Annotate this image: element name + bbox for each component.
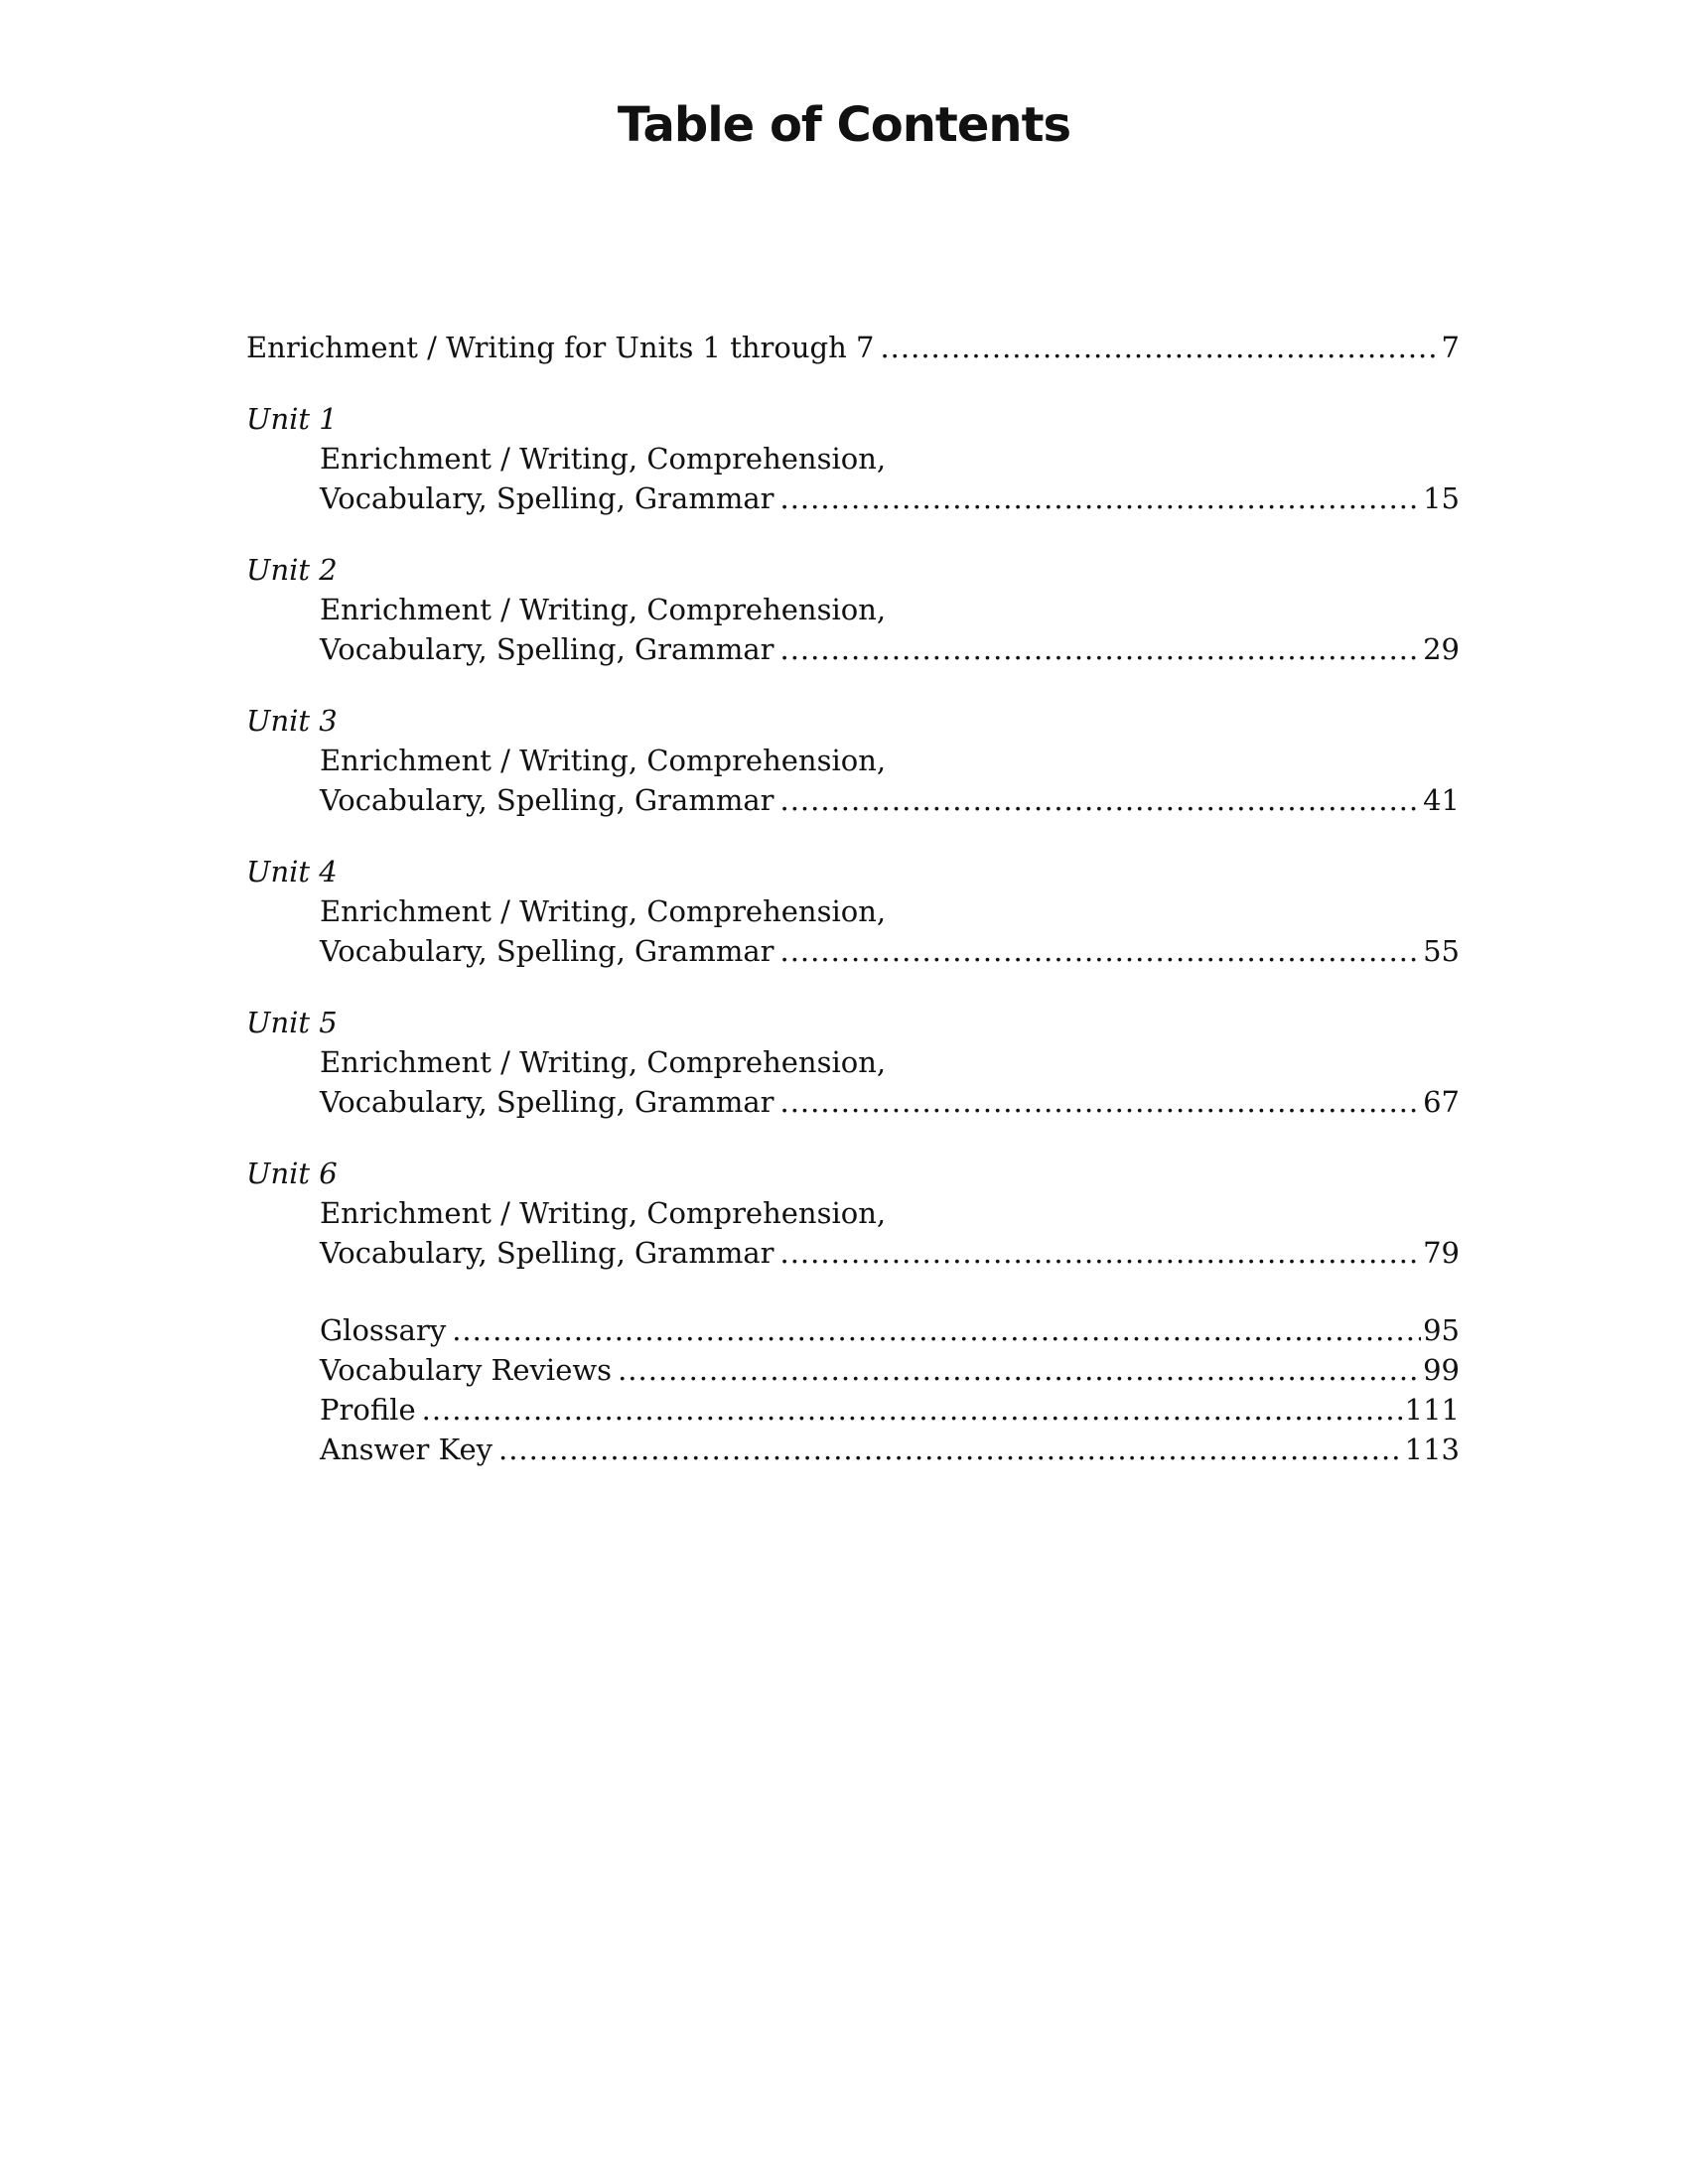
toc-entry-label: Vocabulary, Spelling, Grammar (320, 934, 774, 968)
page-title: Table of Contents (617, 97, 1071, 153)
toc-entry-unit-6[interactable] (246, 1233, 1460, 1273)
toc-entry-label: Answer Key (320, 1433, 492, 1466)
toc-entry-unit-2[interactable] (246, 629, 1460, 669)
toc-page-number: 99 (1423, 1353, 1460, 1387)
toc-entry-label: Vocabulary, Spelling, Grammar (320, 1236, 774, 1270)
back-matter-list (246, 1310, 1460, 1469)
unit-description: Enrichment / Writing, Comprehension, (320, 442, 887, 476)
toc-page-number: 15 (1423, 481, 1460, 515)
toc-entry-label: Vocabulary, Spelling, Grammar (320, 632, 774, 666)
unit-block-6 (246, 1154, 1460, 1273)
dot-leader (779, 1233, 1421, 1273)
unit-heading: Unit 3 (246, 704, 338, 738)
unit-heading: Unit 4 (246, 855, 338, 888)
toc-entry-label: Vocabulary, Spelling, Grammar (320, 783, 774, 817)
dot-leader (779, 629, 1421, 669)
toc-entry-vocabulary-reviews[interactable] (246, 1350, 1460, 1390)
toc-entry-answer-key[interactable] (246, 1430, 1460, 1469)
unit-heading: Unit 6 (246, 1157, 338, 1190)
toc-page-number: 113 (1404, 1433, 1460, 1466)
unit-heading: Unit 5 (246, 1006, 338, 1039)
unit-heading: Unit 2 (246, 553, 338, 587)
toc-page-number: 111 (1404, 1393, 1460, 1427)
toc-entry-glossary[interactable] (246, 1310, 1460, 1350)
dot-leader (498, 1430, 1403, 1469)
toc-page-number: 67 (1423, 1085, 1460, 1119)
unit-block-1 (246, 399, 1460, 518)
unit-description: Enrichment / Writing, Comprehension, (320, 894, 887, 928)
toc-entry-unit-5[interactable] (246, 1082, 1460, 1122)
toc-entry-label: Enrichment / Writing for Units 1 through 7 (246, 331, 875, 364)
toc-page-number: 29 (1423, 632, 1460, 666)
toc-entry-unit-1[interactable] (246, 478, 1460, 518)
unit-block-2 (246, 550, 1460, 669)
table-of-contents (246, 328, 1460, 1469)
unit-description: Enrichment / Writing, Comprehension, (320, 1045, 887, 1079)
dot-leader (452, 1310, 1421, 1350)
toc-page-number: 79 (1423, 1236, 1460, 1270)
toc-page-number: 55 (1423, 934, 1460, 968)
toc-entry-label: Glossary (320, 1313, 447, 1347)
toc-entry-profile[interactable] (246, 1390, 1460, 1430)
unit-description: Enrichment / Writing, Comprehension, (320, 744, 887, 777)
toc-entry-label: Profile (320, 1393, 416, 1427)
dot-leader (422, 1390, 1403, 1430)
dot-leader (618, 1350, 1421, 1390)
dot-leader (779, 931, 1421, 971)
dot-leader (779, 780, 1421, 820)
unit-heading: Unit 1 (246, 402, 338, 436)
toc-entry-intro[interactable] (246, 328, 1460, 367)
toc-entry-unit-3[interactable] (246, 780, 1460, 820)
toc-page-number: 95 (1423, 1313, 1460, 1347)
toc-page-number: 7 (1441, 331, 1460, 364)
unit-description: Enrichment / Writing, Comprehension, (320, 593, 887, 626)
dot-leader (880, 328, 1439, 367)
unit-description: Enrichment / Writing, Comprehension, (320, 1196, 887, 1230)
unit-block-3 (246, 701, 1460, 820)
toc-entry-unit-4[interactable] (246, 931, 1460, 971)
toc-entry-label: Vocabulary, Spelling, Grammar (320, 481, 774, 515)
toc-page-number: 41 (1423, 783, 1460, 817)
dot-leader (779, 1082, 1421, 1122)
dot-leader (779, 478, 1421, 518)
toc-entry-label: Vocabulary Reviews (320, 1353, 613, 1387)
unit-block-5 (246, 1003, 1460, 1122)
toc-entry-label: Vocabulary, Spelling, Grammar (320, 1085, 774, 1119)
unit-block-4 (246, 852, 1460, 971)
